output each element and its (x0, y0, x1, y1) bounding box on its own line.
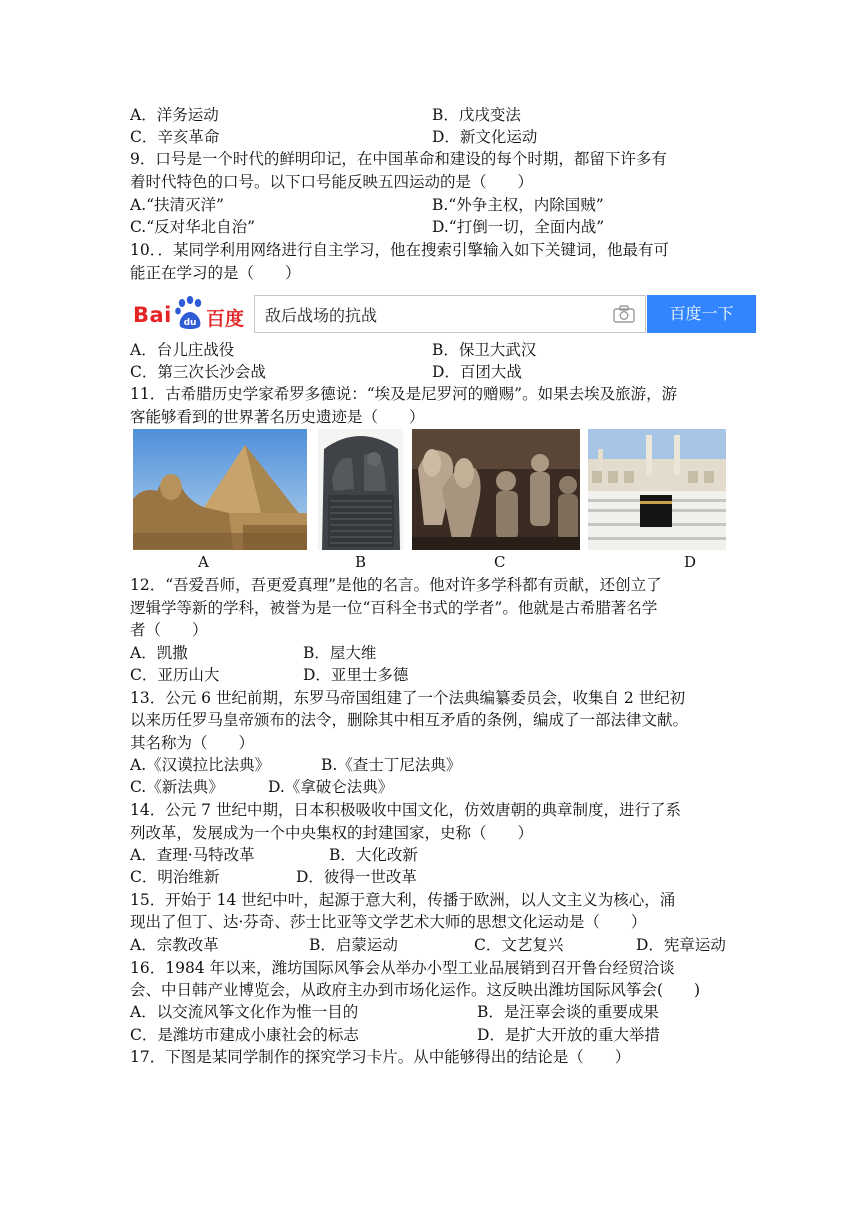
q9-stem-line2: 着时代特色的口号。以下口号能反映五四运动的是（ ） (130, 173, 534, 191)
q14-stem-line2: 列改革，发展成为一个中央集权的封建国家，史称（ ） (130, 824, 534, 842)
q10-stem-line2: 能正在学习的是（ ） (130, 264, 301, 282)
q13-stem-line1: 13．公元 6 世纪前期，东罗马帝国组建了一个法典编纂委员会，收集自 2 世纪初 (130, 689, 686, 707)
q10-option-d: D．百团大战 (432, 363, 522, 381)
q12-option-d: D．亚里士多德 (303, 666, 409, 684)
q8-option-b: B．戊戌变法 (432, 106, 521, 124)
q8-option-a: A．洋务运动 (130, 106, 219, 124)
q10-option-b: B．保卫大武汉 (432, 341, 537, 359)
q9-option-c: C.“反对华北自治” (130, 218, 256, 236)
q8-option-d: D．新文化运动 (432, 128, 538, 146)
q16-option-d: D．是扩大开放的重大举措 (477, 1026, 660, 1044)
q13-option-c: C.《新法典》 (130, 778, 224, 796)
mecca-kaaba-image (588, 429, 726, 550)
q10-option-a: A．台儿庄战役 (130, 341, 235, 359)
terracotta-warriors-image (412, 429, 580, 550)
pyramid-sphinx-image (133, 429, 307, 550)
q11-stem-line2: 客能够看到的世界著名历史遗迹是（ ） (130, 408, 425, 426)
search-input[interactable] (254, 295, 646, 333)
q16-stem-line1: 16．1984 年以来，潍坊国际风筝会从举办小型工业品展销到召开鲁台经贸洽谈 (130, 959, 675, 977)
q15-option-a: A．宗教改革 (130, 936, 219, 954)
image-label-b: B (355, 553, 367, 571)
q15-option-d: D．宪章运动 (636, 936, 726, 954)
q10-option-c: C．第三次长沙会战 (130, 363, 266, 381)
q14-stem-line1: 14．公元 7 世纪中期，日本积极吸收中国文化，仿效唐朝的典章制度，进行了系 (130, 801, 681, 819)
q13-option-a: A.《汉谟拉比法典》 (130, 756, 271, 774)
q12-option-c: C．亚历山大 (130, 666, 220, 684)
paw-du-text: du (183, 318, 197, 328)
image-label-d: D (684, 553, 697, 571)
q12-stem-line2: 逻辑学等新的学科，被誉为是一位“百科全书式的学者”。他就是古希腊著名学 (130, 599, 658, 617)
baidu-logo-du: 百度 (206, 308, 245, 330)
camera-icon[interactable] (613, 305, 635, 323)
q13-option-b: B.《查士丁尼法典》 (321, 756, 462, 774)
q14-option-d: D．彼得一世改革 (296, 868, 417, 886)
search-engine-screenshot (130, 294, 757, 334)
q9-option-b: B.“外争主权，内除国贼” (432, 196, 604, 214)
q17-stem-line1: 17．下图是某同学制作的探究学习卡片。从中能够得出的结论是（ ） (130, 1048, 631, 1066)
q8-option-c: C．辛亥革命 (130, 128, 220, 146)
q13-stem-line2: 以来历任罗马皇帝颁布的法令，删除其中相互矛盾的条例，编成了一部法律文献。 (130, 711, 689, 729)
q12-stem-line3: 者（ ） (130, 621, 208, 639)
paw-icon (174, 296, 206, 330)
q13-stem-line3: 其名称为（ ） (130, 734, 255, 752)
q9-option-d: D.“打倒一切，全面内战” (432, 218, 605, 236)
q16-stem-line2: 会、中日韩产业博览会，从政府主办到市场化运作。这反映出潍坊国际风筝会( ) (130, 981, 701, 999)
q13-option-d: D.《拿破仑法典》 (268, 778, 394, 796)
q16-option-b: B．是汪辜会谈的重要成果 (477, 1003, 659, 1021)
q9-stem-line1: 9．口号是一个时代的鲜明印记，在中国革命和建设的每个时期，都留下许多有 (130, 150, 667, 168)
image-label-a: A (198, 553, 209, 571)
q15-option-b: B．启蒙运动 (309, 936, 398, 954)
q14-option-c: C．明治维新 (130, 868, 220, 886)
search-button[interactable]: 百度一下 (647, 295, 756, 333)
search-query-text: 敌后战场的抗战 (265, 306, 378, 325)
q10-stem-line1: 10．．某同学利用网络进行自主学习，他在搜索引擎输入如下关键词，他最有可 (130, 241, 669, 259)
baidu-logo-bai: Bai (133, 303, 172, 327)
q14-option-a: A．查理·马特改革 (130, 846, 255, 864)
q12-stem-line1: 12．“吾爱吾师，吾更爱真理”是他的名言。他对许多学科都有贡献，还创立了 (130, 576, 662, 594)
q15-stem-line1: 15．开始于 14 世纪中叶，起源于意大利，传播于欧洲，以人文主义为核心，涌 (130, 891, 676, 909)
q9-option-a: A.“扶清灭洋” (130, 196, 224, 214)
q16-option-c: C．是潍坊市建成小康社会的标志 (130, 1026, 359, 1044)
q11-stem-line1: 11．古希腊历史学家希罗多德说：“埃及是尼罗河的赠赐”。如果去埃及旅游，游 (130, 385, 678, 403)
q14-option-b: B．大化改新 (329, 846, 418, 864)
hammurabi-stele-image (318, 429, 403, 550)
q12-option-b: B．屋大维 (303, 644, 377, 662)
q15-option-c: C．文艺复兴 (474, 936, 564, 954)
q16-option-a: A．以交流风筝文化作为惟一目的 (130, 1003, 359, 1021)
baidu-logo (130, 294, 248, 334)
q12-option-a: A．凯撒 (130, 644, 188, 662)
q15-stem-line2: 现出了但丁、达·芬奇、莎士比亚等文学艺术大师的思想文化运动是（ ） (130, 913, 647, 931)
image-label-c: C (494, 553, 506, 571)
